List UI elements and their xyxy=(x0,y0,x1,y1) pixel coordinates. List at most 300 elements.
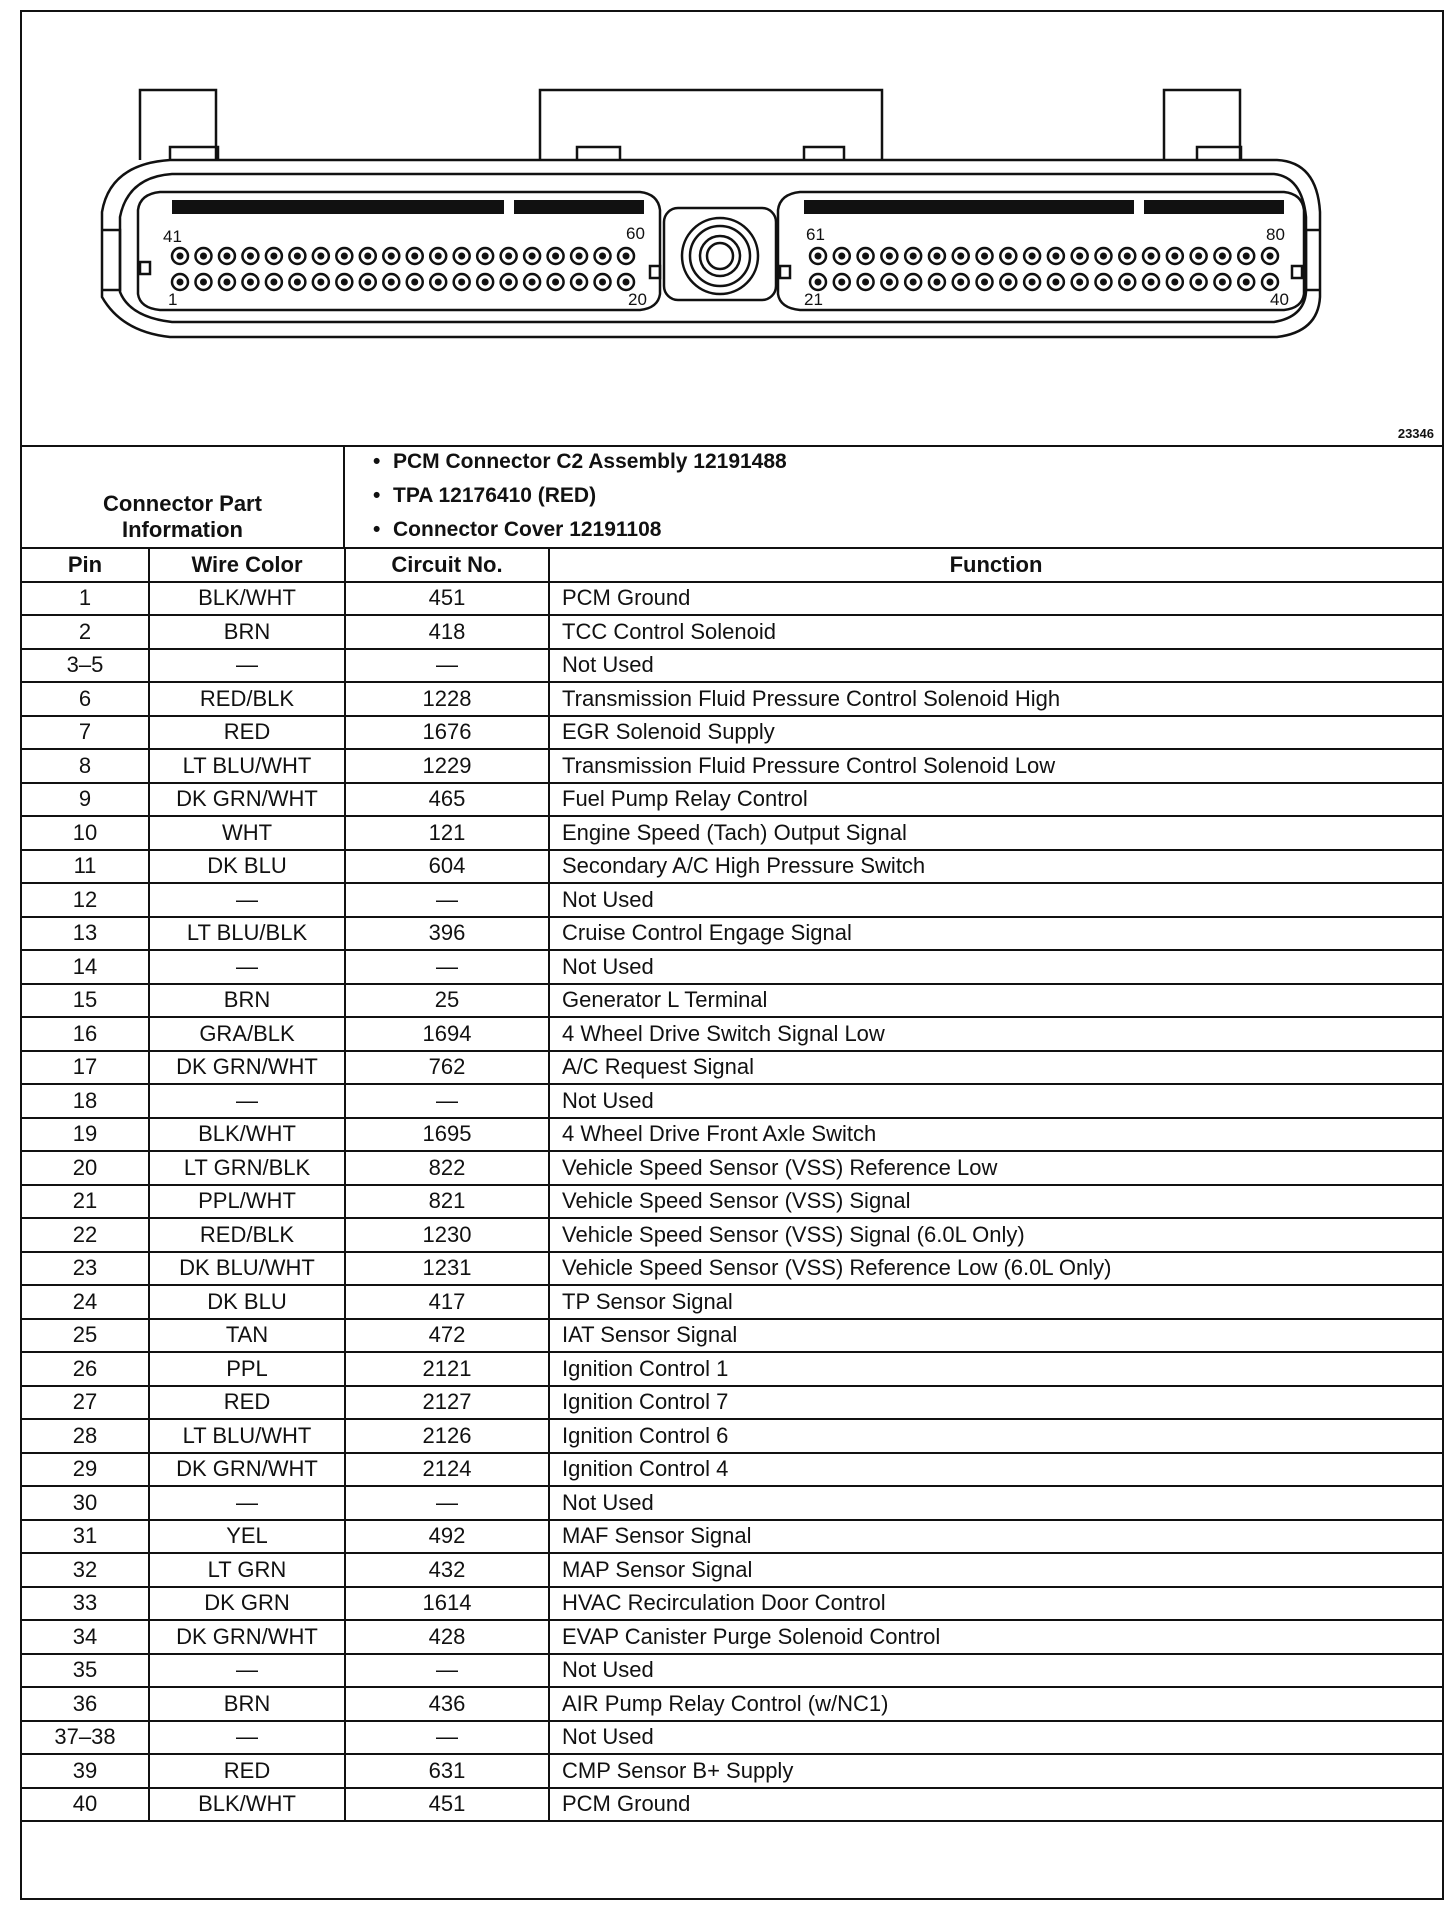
wire-color: DK GRN/WHT xyxy=(149,1051,345,1085)
left-key xyxy=(140,262,150,274)
pin-terminal-center xyxy=(957,253,964,260)
wire-color: LT BLU/WHT xyxy=(149,1419,345,1453)
pin-terminal-center xyxy=(1005,279,1012,286)
pin-function: Vehicle Speed Sensor (VSS) Signal (6.0L Only) xyxy=(549,1218,1442,1252)
pin-terminal-center xyxy=(862,253,869,260)
table-row xyxy=(22,1620,1442,1654)
center-latch-window-right xyxy=(804,147,844,160)
table-row xyxy=(22,1419,1442,1453)
connector-part-info-label-line1: Connector Part xyxy=(103,491,262,516)
pin-number: 12 xyxy=(22,883,149,917)
pin-function: Engine Speed (Tach) Output Signal xyxy=(549,816,1442,850)
circuit-number: — xyxy=(345,950,549,984)
pin-function: Not Used xyxy=(549,649,1442,683)
pin-number: 31 xyxy=(22,1520,149,1554)
pin-function: AIR Pump Relay Control (w/NC1) xyxy=(549,1687,1442,1721)
pin-terminal-center xyxy=(294,253,301,260)
circuit-number: 2126 xyxy=(345,1419,549,1453)
pin-function: Transmission Fluid Pressure Control Solenoid High xyxy=(549,682,1442,716)
circuit-number: 2124 xyxy=(345,1453,549,1487)
pin-label-left-top-end: 60 xyxy=(626,224,645,243)
wire-color: BLK/WHT xyxy=(149,1788,345,1822)
table-row xyxy=(22,1352,1442,1386)
pin-function: TCC Control Solenoid xyxy=(549,615,1442,649)
circuit-number: 822 xyxy=(345,1151,549,1185)
pin-terminal-center xyxy=(482,253,489,260)
pin-terminal-center xyxy=(317,253,324,260)
wire-color: LT GRN/BLK xyxy=(149,1151,345,1185)
table-row xyxy=(22,1285,1442,1319)
circuit-number: — xyxy=(345,649,549,683)
pin-label-right-bottom-end: 40 xyxy=(1270,290,1289,309)
pin-function: Not Used xyxy=(549,1721,1442,1755)
pin-number: 9 xyxy=(22,783,149,817)
pin-number: 24 xyxy=(22,1285,149,1319)
wire-color: WHT xyxy=(149,816,345,850)
pin-terminal-center xyxy=(1219,253,1226,260)
pin-function: PCM Ground xyxy=(549,1788,1442,1822)
pin-number: 7 xyxy=(22,716,149,750)
pin-table-header-row xyxy=(22,548,1442,582)
pin-terminal-center xyxy=(411,253,418,260)
circuit-number: — xyxy=(345,1084,549,1118)
right-latch-window xyxy=(1197,147,1241,160)
pin-terminal-center xyxy=(838,279,845,286)
circuit-number: 121 xyxy=(345,816,549,850)
wire-color: DK GRN xyxy=(149,1587,345,1621)
table-row xyxy=(22,1151,1442,1185)
pin-function: CMP Sensor B+ Supply xyxy=(549,1754,1442,1788)
pin-terminal-center xyxy=(623,279,630,286)
circuit-number: 2127 xyxy=(345,1386,549,1420)
pin-terminal-center xyxy=(1171,279,1178,286)
wire-color: RED/BLK xyxy=(149,1218,345,1252)
pin-label-right-top-end: 80 xyxy=(1266,225,1285,244)
table-row xyxy=(22,1587,1442,1621)
table-row xyxy=(22,1218,1442,1252)
connector-part-info-item: • PCM Connector C2 Assembly 12191488 xyxy=(345,445,1442,479)
pin-number: 14 xyxy=(22,950,149,984)
pin-function: A/C Request Signal xyxy=(549,1051,1442,1085)
table-row xyxy=(22,615,1442,649)
pin-number: 10 xyxy=(22,816,149,850)
pin-terminal-center xyxy=(1267,253,1274,260)
pin-terminal-center xyxy=(247,253,254,260)
pin-terminal-center xyxy=(1124,253,1131,260)
wire-color: — xyxy=(149,1721,345,1755)
wire-color: PPL xyxy=(149,1352,345,1386)
center-bolt-core xyxy=(707,243,733,269)
circuit-number: 631 xyxy=(345,1754,549,1788)
pin-terminal-center xyxy=(815,253,822,260)
circuit-number: 418 xyxy=(345,615,549,649)
wire-color: — xyxy=(149,883,345,917)
header-circuit-no: Circuit No. xyxy=(345,548,549,582)
pin-number: 15 xyxy=(22,984,149,1018)
table-row xyxy=(22,1051,1442,1085)
pin-number: 17 xyxy=(22,1051,149,1085)
circuit-number: 428 xyxy=(345,1620,549,1654)
pin-terminal-center xyxy=(505,279,512,286)
pin-function: Not Used xyxy=(549,1654,1442,1688)
pin-terminal-center xyxy=(886,279,893,286)
table-row xyxy=(22,1754,1442,1788)
pin-terminal-center xyxy=(1005,253,1012,260)
pin-number: 40 xyxy=(22,1788,149,1822)
pin-terminal-center xyxy=(1100,253,1107,260)
pin-terminal-center xyxy=(886,253,893,260)
pin-function: Cruise Control Engage Signal xyxy=(549,917,1442,951)
circuit-number: 417 xyxy=(345,1285,549,1319)
pin-number: 3–5 xyxy=(22,649,149,683)
table-row xyxy=(22,850,1442,884)
pin-terminal-center xyxy=(981,253,988,260)
wire-color: RED xyxy=(149,1386,345,1420)
wire-color: DK BLU/WHT xyxy=(149,1252,345,1286)
pin-number: 36 xyxy=(22,1687,149,1721)
pin-function: 4 Wheel Drive Switch Signal Low xyxy=(549,1017,1442,1051)
center-key-left xyxy=(650,266,660,278)
pin-function: Vehicle Speed Sensor (VSS) Reference Low xyxy=(549,1151,1442,1185)
table-row xyxy=(22,682,1442,716)
table-row xyxy=(22,1319,1442,1353)
right-key xyxy=(1292,266,1302,278)
pin-number: 19 xyxy=(22,1118,149,1152)
wire-color: DK GRN/WHT xyxy=(149,783,345,817)
connector-part-info-item: • Connector Cover 12191108 xyxy=(345,513,1442,547)
pin-terminal-center xyxy=(599,253,606,260)
right-bar-short xyxy=(1144,200,1284,214)
wire-color: BLK/WHT xyxy=(149,1118,345,1152)
pin-number: 28 xyxy=(22,1419,149,1453)
table-row xyxy=(22,883,1442,917)
pin-terminal-center xyxy=(552,253,559,260)
pin-terminal-center xyxy=(1148,279,1155,286)
pin-number: 27 xyxy=(22,1386,149,1420)
center-latch-window-left xyxy=(577,147,620,160)
pin-terminal-center xyxy=(529,253,536,260)
pin-number: 2 xyxy=(22,615,149,649)
pin-function: MAP Sensor Signal xyxy=(549,1553,1442,1587)
circuit-number: 821 xyxy=(345,1185,549,1219)
circuit-number: 436 xyxy=(345,1687,549,1721)
pin-number: 26 xyxy=(22,1352,149,1386)
connector-part-info-list xyxy=(345,445,1442,547)
pin-terminal-center xyxy=(862,279,869,286)
pin-number: 22 xyxy=(22,1218,149,1252)
right-bar-long xyxy=(804,200,1134,214)
left-bar-long xyxy=(172,200,504,214)
pin-terminal-center xyxy=(270,279,277,286)
left-latch-tab xyxy=(140,90,216,160)
pin-terminal-center xyxy=(1100,279,1107,286)
pin-table xyxy=(22,547,1442,1822)
pin-terminal-center xyxy=(317,279,324,286)
table-row xyxy=(22,917,1442,951)
header-function: Function xyxy=(549,548,1442,582)
pin-number: 16 xyxy=(22,1017,149,1051)
right-latch-tab xyxy=(1164,90,1240,160)
pin-function: Not Used xyxy=(549,950,1442,984)
pin-terminal-center xyxy=(1029,279,1036,286)
wire-color: — xyxy=(149,1486,345,1520)
pin-number: 18 xyxy=(22,1084,149,1118)
pin-number: 13 xyxy=(22,917,149,951)
pin-number: 39 xyxy=(22,1754,149,1788)
pin-number: 35 xyxy=(22,1654,149,1688)
circuit-number: 2121 xyxy=(345,1352,549,1386)
wire-color: — xyxy=(149,950,345,984)
pin-terminal-center xyxy=(1052,253,1059,260)
pin-number: 33 xyxy=(22,1587,149,1621)
pin-terminal-center xyxy=(200,253,207,260)
pin-number: 11 xyxy=(22,850,149,884)
pin-number: 20 xyxy=(22,1151,149,1185)
header-pin: Pin xyxy=(22,548,149,582)
pin-function: Ignition Control 6 xyxy=(549,1419,1442,1453)
pin-number: 25 xyxy=(22,1319,149,1353)
pin-terminal-center xyxy=(1267,279,1274,286)
pin-terminal-center xyxy=(247,279,254,286)
circuit-number: 25 xyxy=(345,984,549,1018)
pin-terminal-center xyxy=(599,279,606,286)
connector-part-info-label xyxy=(22,445,345,547)
table-row xyxy=(22,984,1442,1018)
pin-function: IAT Sensor Signal xyxy=(549,1319,1442,1353)
pin-function: Ignition Control 4 xyxy=(549,1453,1442,1487)
circuit-number: 1695 xyxy=(345,1118,549,1152)
pin-terminal-center xyxy=(576,253,583,260)
pin-function: Ignition Control 7 xyxy=(549,1386,1442,1420)
pin-terminal-center xyxy=(223,279,230,286)
connector-part-info-label-line2: Information xyxy=(122,517,243,542)
pin-number: 29 xyxy=(22,1453,149,1487)
pin-number: 30 xyxy=(22,1486,149,1520)
table-row xyxy=(22,582,1442,616)
pin-terminal-center xyxy=(529,279,536,286)
pin-terminal-center xyxy=(270,253,277,260)
pin-terminal-center xyxy=(1124,279,1131,286)
pin-number: 32 xyxy=(22,1553,149,1587)
circuit-number: 492 xyxy=(345,1520,549,1554)
pin-terminal-center xyxy=(458,253,465,260)
pin-function: Fuel Pump Relay Control xyxy=(549,783,1442,817)
pin-terminal-center xyxy=(815,279,822,286)
table-row xyxy=(22,1721,1442,1755)
pin-function: Not Used xyxy=(549,1084,1442,1118)
connector-pinout-sheet xyxy=(20,10,1444,1900)
circuit-number: 1229 xyxy=(345,749,549,783)
pin-terminal-center xyxy=(1195,253,1202,260)
pin-label-left-top-start: 41 xyxy=(163,227,182,246)
pin-terminal-center xyxy=(1029,253,1036,260)
wire-color: RED xyxy=(149,716,345,750)
pin-terminal-center xyxy=(1171,253,1178,260)
pin-function: EGR Solenoid Supply xyxy=(549,716,1442,750)
pin-terminal-center xyxy=(458,279,465,286)
wire-color: — xyxy=(149,1654,345,1688)
pin-function: Secondary A/C High Pressure Switch xyxy=(549,850,1442,884)
pin-terminal-center xyxy=(981,279,988,286)
circuit-number: 1614 xyxy=(345,1587,549,1621)
pin-function: Generator L Terminal xyxy=(549,984,1442,1018)
circuit-number: 1230 xyxy=(345,1218,549,1252)
circuit-number: 762 xyxy=(345,1051,549,1085)
wire-color: YEL xyxy=(149,1520,345,1554)
pin-terminal-center xyxy=(576,279,583,286)
pin-function: MAF Sensor Signal xyxy=(549,1520,1442,1554)
pin-function: PCM Ground xyxy=(549,582,1442,616)
pin-function: Not Used xyxy=(549,883,1442,917)
wire-color: GRA/BLK xyxy=(149,1017,345,1051)
table-row xyxy=(22,1118,1442,1152)
pin-number: 8 xyxy=(22,749,149,783)
pin-terminal-center xyxy=(910,253,917,260)
table-row xyxy=(22,1788,1442,1822)
circuit-number: — xyxy=(345,883,549,917)
pin-function: Transmission Fluid Pressure Control Solenoid Low xyxy=(549,749,1442,783)
wire-color: PPL/WHT xyxy=(149,1185,345,1219)
table-row xyxy=(22,1084,1442,1118)
pin-terminal-center xyxy=(1052,279,1059,286)
pin-terminal-center xyxy=(1076,253,1083,260)
pin-terminal-center xyxy=(505,253,512,260)
pin-number: 6 xyxy=(22,682,149,716)
pin-terminal-center xyxy=(552,279,559,286)
pin-terminal-center xyxy=(364,253,371,260)
pin-table-body xyxy=(22,582,1442,1822)
wire-color: DK GRN/WHT xyxy=(149,1620,345,1654)
circuit-number: 465 xyxy=(345,783,549,817)
table-row xyxy=(22,1654,1442,1688)
pin-number: 23 xyxy=(22,1252,149,1286)
figure-id: 23346 xyxy=(1397,426,1434,441)
center-key-right xyxy=(780,266,790,278)
center-bolt-outer-ring xyxy=(682,218,758,294)
table-row xyxy=(22,1553,1442,1587)
circuit-number: — xyxy=(345,1654,549,1688)
circuit-number: 1676 xyxy=(345,716,549,750)
circuit-number: 396 xyxy=(345,917,549,951)
pin-function: Vehicle Speed Sensor (VSS) Reference Low (6.0L Only) xyxy=(549,1252,1442,1286)
pin-number: 1 xyxy=(22,582,149,616)
pin-number: 21 xyxy=(22,1185,149,1219)
wire-color: BRN xyxy=(149,984,345,1018)
table-row xyxy=(22,649,1442,683)
pin-terminal-center xyxy=(957,279,964,286)
pin-function: 4 Wheel Drive Front Axle Switch xyxy=(549,1118,1442,1152)
circuit-number: 604 xyxy=(345,850,549,884)
pin-terminal-center xyxy=(388,253,395,260)
wire-color: RED/BLK xyxy=(149,682,345,716)
connector-diagram xyxy=(22,12,1442,447)
pin-terminal-center xyxy=(294,279,301,286)
circuit-number: 1228 xyxy=(345,682,549,716)
circuit-number: — xyxy=(345,1486,549,1520)
header-wire-color: Wire Color xyxy=(149,548,345,582)
pin-label-left-bottom-end: 20 xyxy=(628,290,647,309)
left-side-clip xyxy=(102,230,120,290)
circuit-number: 451 xyxy=(345,1788,549,1822)
wire-color: BRN xyxy=(149,1687,345,1721)
pin-terminal-center xyxy=(1195,279,1202,286)
wire-color: BLK/WHT xyxy=(149,582,345,616)
pin-terminal-center xyxy=(933,279,940,286)
circuit-number: 472 xyxy=(345,1319,549,1353)
table-row xyxy=(22,1520,1442,1554)
circuit-number: 451 xyxy=(345,582,549,616)
wire-color: LT GRN xyxy=(149,1553,345,1587)
pin-terminal-center xyxy=(411,279,418,286)
circuit-number: 1231 xyxy=(345,1252,549,1286)
pin-function: TP Sensor Signal xyxy=(549,1285,1442,1319)
pin-terminal-center xyxy=(623,253,630,260)
wire-color: TAN xyxy=(149,1319,345,1353)
wire-color: LT BLU/WHT xyxy=(149,749,345,783)
left-bar-short xyxy=(514,200,644,214)
pin-terminal-center xyxy=(341,279,348,286)
table-row xyxy=(22,783,1442,817)
pin-terminal-center xyxy=(933,253,940,260)
right-side-clip xyxy=(1306,230,1320,290)
pin-terminal-center xyxy=(435,279,442,286)
table-row xyxy=(22,716,1442,750)
wire-color: DK BLU xyxy=(149,1285,345,1319)
wire-color: LT BLU/BLK xyxy=(149,917,345,951)
circuit-number: 432 xyxy=(345,1553,549,1587)
pin-number: 37–38 xyxy=(22,1721,149,1755)
table-row xyxy=(22,1453,1442,1487)
pin-function: Ignition Control 1 xyxy=(549,1352,1442,1386)
connector-part-info-item: • TPA 12176410 (RED) xyxy=(345,479,1442,513)
table-row xyxy=(22,1017,1442,1051)
table-row xyxy=(22,749,1442,783)
left-latch-window xyxy=(170,147,218,160)
pin-label-left-bottom-start: 1 xyxy=(168,290,178,309)
pin-terminal-center xyxy=(435,253,442,260)
pin-number: 34 xyxy=(22,1620,149,1654)
pin-terminal-center xyxy=(1243,279,1250,286)
wire-color: DK GRN/WHT xyxy=(149,1453,345,1487)
table-row xyxy=(22,1252,1442,1286)
pin-terminal-center xyxy=(1148,253,1155,260)
pin-terminal-center xyxy=(341,253,348,260)
connector-part-info xyxy=(22,445,1442,549)
pin-terminal-center xyxy=(1219,279,1226,286)
pin-terminal-center xyxy=(364,279,371,286)
pin-terminal-center xyxy=(223,253,230,260)
center-latch-tab xyxy=(540,90,882,160)
table-row xyxy=(22,1486,1442,1520)
table-row xyxy=(22,1687,1442,1721)
pin-terminal-center xyxy=(910,279,917,286)
pin-function: EVAP Canister Purge Solenoid Control xyxy=(549,1620,1442,1654)
table-row xyxy=(22,816,1442,850)
wire-color: — xyxy=(149,649,345,683)
wire-color: BRN xyxy=(149,615,345,649)
circuit-number: — xyxy=(345,1721,549,1755)
pin-terminal-center xyxy=(1076,279,1083,286)
pin-terminal-center xyxy=(482,279,489,286)
pin-terminal-center xyxy=(177,279,184,286)
pin-function: HVAC Recirculation Door Control xyxy=(549,1587,1442,1621)
table-row xyxy=(22,1185,1442,1219)
wire-color: — xyxy=(149,1084,345,1118)
pin-terminal-center xyxy=(1243,253,1250,260)
table-row xyxy=(22,950,1442,984)
pin-label-right-bottom-start: 21 xyxy=(804,290,823,309)
pin-terminal-center xyxy=(838,253,845,260)
